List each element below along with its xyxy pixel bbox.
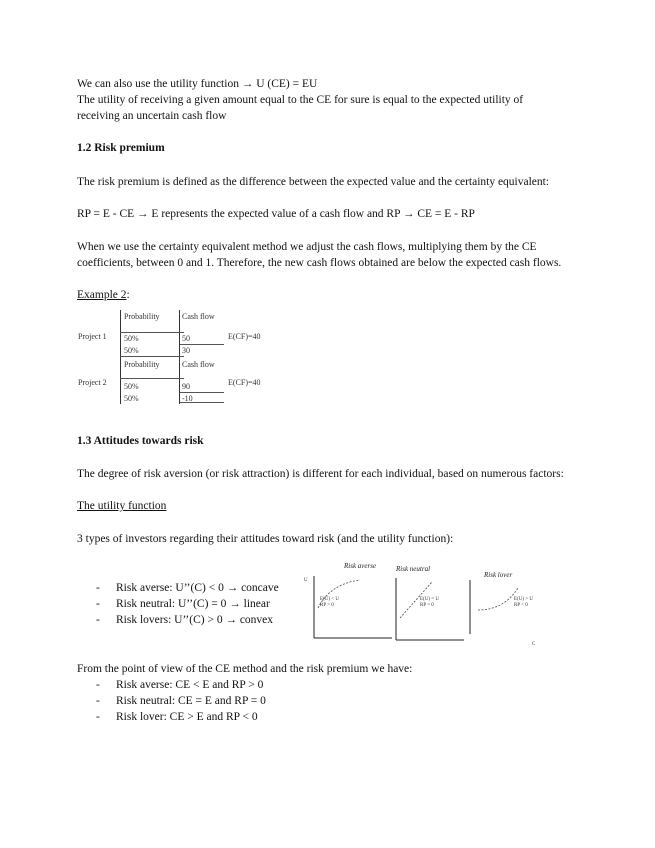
section-heading-attitudes-towards-risk: 1.3 Attitudes towards risk xyxy=(77,435,204,447)
ce-method-paragraph-line-2: coefficients, between 0 and 1. Therefore, the new cash flows obtained are below the expected cash flows. xyxy=(77,257,562,269)
ce-item-risk-neutral: Risk neutral: CE = E and RP = 0 xyxy=(116,695,266,707)
project-2-header-probability: Probability xyxy=(124,360,160,369)
ce-item-risk-averse: Risk averse: CE < E and RP > 0 xyxy=(116,679,264,691)
risk-aversion-degree-text: The degree of risk aversion (or risk attraction) is different for each individual, based on numerous factors: xyxy=(77,468,564,480)
graph-title-risk-averse: Risk averse xyxy=(344,562,377,570)
table-cell: 50% xyxy=(124,334,139,343)
list-bullet: - xyxy=(96,711,100,723)
graph-axis-label-c: C xyxy=(532,642,536,647)
list-bullet: - xyxy=(96,614,100,626)
ce-method-paragraph-line-1: When we use the certainty equivalent method we adjust the cash flows, multiplying them by the CE xyxy=(77,241,537,253)
project-1-header-cash-flow: Cash flow xyxy=(182,312,215,321)
graph-title-risk-neutral: Risk neutral xyxy=(396,565,431,573)
project-1-expected-cash-flow: E(CF)=40 xyxy=(228,332,261,341)
example-label-text: Example 2 xyxy=(77,289,127,301)
table-cell: 50 xyxy=(182,334,190,343)
linear-line xyxy=(400,582,432,618)
utility-function-graphs xyxy=(300,560,560,650)
project-1-header-probability: Probability xyxy=(124,312,160,321)
utility-function-heading: The utility function xyxy=(77,500,167,512)
table-divider xyxy=(120,332,184,333)
ce-item-risk-lover: Risk lover: CE > E and RP < 0 xyxy=(116,711,258,723)
intro-line-1: We can also use the utility function → U (CE) = EU xyxy=(77,78,318,90)
table-divider xyxy=(179,310,180,404)
graph-note: E(U) < U xyxy=(320,597,339,602)
list-bullet: - xyxy=(96,679,100,691)
list-item-risk-averse: Risk averse: U’’(C) < 0 → concave xyxy=(116,582,279,594)
intro-line-2: The utility of receiving a given amount equal to the CE for sure is equal to the expected utility of xyxy=(77,94,524,106)
convex-curve xyxy=(478,588,518,610)
table-cell: 50% xyxy=(124,382,139,391)
table-cell: 50% xyxy=(124,394,139,403)
section-heading-risk-premium: 1.2 Risk premium xyxy=(77,142,165,154)
graph-drawing xyxy=(300,560,560,650)
example-label-colon: : xyxy=(126,289,130,301)
table-divider xyxy=(120,378,184,379)
investor-types-intro: 3 types of investors regarding their attitudes toward risk (and the utility function): xyxy=(77,533,454,545)
intro-line-3: receiving an uncertain cash flow xyxy=(77,110,227,122)
table-divider xyxy=(120,310,121,404)
table-cell: 30 xyxy=(182,346,190,355)
graph-note: E(U) > U xyxy=(514,597,533,602)
list-item-risk-neutral: Risk neutral: U’’(C) = 0 → linear xyxy=(116,598,270,610)
table-cell: 50% xyxy=(124,346,139,355)
graph-axis-label-u: U xyxy=(304,578,308,583)
concave-curve xyxy=(318,580,360,608)
project-2-expected-cash-flow: E(CF)=40 xyxy=(228,378,261,387)
risk-premium-definition: The risk premium is defined as the difference between the expected value and the certainty equivalent: xyxy=(77,176,550,188)
graph-note: RP < 0 xyxy=(514,603,528,608)
table-divider xyxy=(180,344,224,345)
example-table xyxy=(78,308,278,404)
table-cell: 90 xyxy=(182,382,190,391)
list-bullet: - xyxy=(96,582,100,594)
table-divider xyxy=(120,356,184,357)
list-item-risk-lovers: Risk lovers: U’’(C) > 0 → convex xyxy=(116,614,274,626)
risk-premium-formula: RP = E - CE → E represents the expected value of a cash flow and RP → CE = E - RP xyxy=(77,208,475,220)
graph-note: E(U) = U xyxy=(420,597,439,602)
graph-note: RP = 0 xyxy=(420,603,434,608)
project-1-label: Project 1 xyxy=(78,332,107,341)
example-label xyxy=(77,287,130,303)
list-bullet: - xyxy=(96,598,100,610)
ce-method-intro: From the point of view of the CE method and the risk premium we have: xyxy=(77,663,413,675)
graph-title-risk-lover: Risk lover xyxy=(484,571,513,579)
table-divider xyxy=(180,392,224,393)
table-cell: -10 xyxy=(182,394,193,403)
project-2-label: Project 2 xyxy=(78,378,107,387)
graph-note: RP > 0 xyxy=(320,603,334,608)
list-bullet: - xyxy=(96,695,100,707)
project-2-header-cash-flow: Cash flow xyxy=(182,360,215,369)
